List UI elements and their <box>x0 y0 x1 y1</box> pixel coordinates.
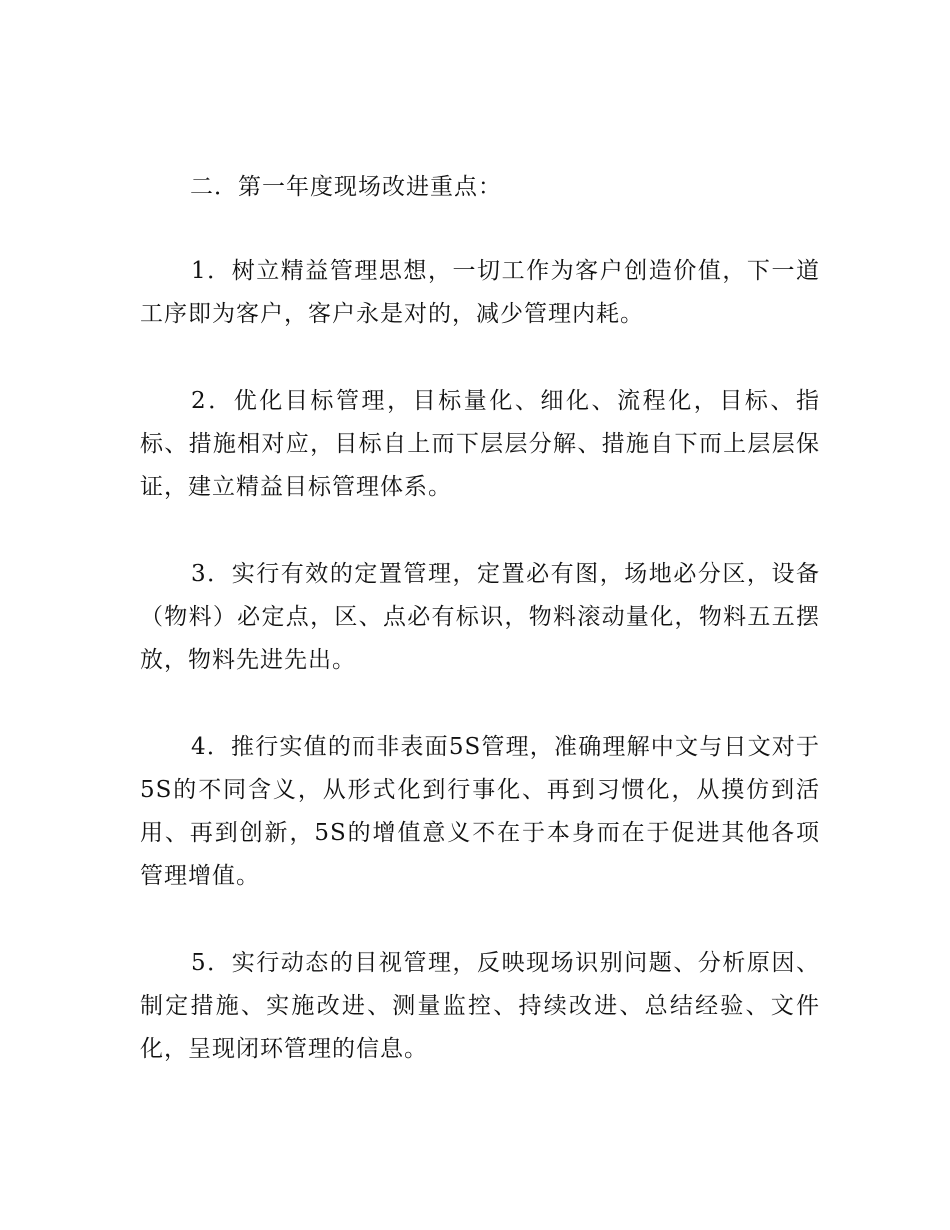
paragraph-5: 5．实行动态的目视管理，反映现场识别问题、分析原因、制定措施、实施改进、测量监控、持续改进、总结经验、文件化，呈现闭环管理的信息。 <box>140 950 820 1062</box>
paragraph-1: 1．树立精益管理思想，一切工作为客户创造价值，下一道工序即为客户，客户永是对的，减少管理内耗。 <box>140 258 820 327</box>
paragraph-4: 4．推行实值的而非表面5S管理，准确理解中文与日文对于5S的不同含义，从形式化到行事化、再到习惯化，从摸仿到活用、再到创新，5S的增值意义不在于本身而在于促进其他各项管理增值。 <box>140 734 820 889</box>
section-heading: 二．第一年度现场改进重点： <box>190 174 502 200</box>
paragraph-2: 2．优化目标管理，目标量化、细化、流程化，目标、指标、措施相对应，目标自上而下层层分解、措施自下而上层层保证，建立精益目标管理体系。 <box>140 388 820 500</box>
paragraph-3: 3．实行有效的定置管理，定置必有图，场地必分区，设备（物料）必定点，区、点必有标识，物料滚动量化，物料五五摆放，物料先进先出。 <box>140 561 820 673</box>
